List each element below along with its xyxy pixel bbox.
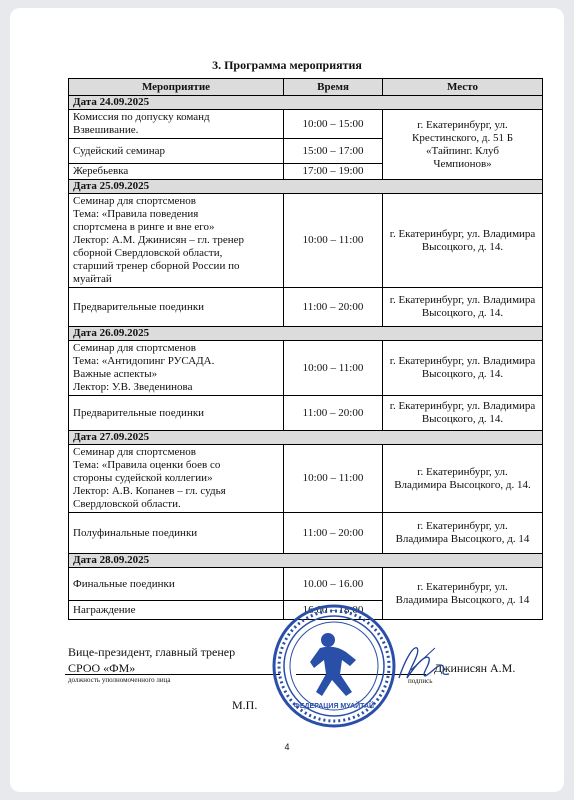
position-underline <box>65 674 280 675</box>
table-row <box>69 396 543 431</box>
program-table <box>68 78 543 620</box>
seal-mark: М.П. <box>232 698 258 712</box>
place-cell: г. Екатеринбург, ул. Владимира Высоцкого, д. 14. <box>383 445 543 513</box>
document-page <box>10 8 564 792</box>
date-row <box>69 431 543 445</box>
column-header-time: Время <box>284 79 383 96</box>
table-row <box>69 445 543 513</box>
event-cell: Награждение <box>69 601 284 620</box>
caption-position: должность уполномоченного лица <box>68 676 171 684</box>
column-header-place: Место <box>383 79 543 96</box>
event-cell: Судейский семинар <box>69 139 284 164</box>
time-cell: 10:00 – 11:00 <box>284 445 383 513</box>
time-cell: 11:00 – 20:00 <box>284 288 383 327</box>
page-number: 4 <box>284 742 290 752</box>
date-row <box>69 96 543 110</box>
table-row <box>69 568 543 601</box>
event-cell: Финальные поединки <box>69 568 284 601</box>
place-cell: г. Екатеринбург, ул. Владимира Высоцкого, д. 14. <box>383 341 543 396</box>
time-cell: 10:00 – 11:00 <box>284 341 383 396</box>
table-row <box>69 341 543 396</box>
place-cell: г. Екатеринбург, ул. Владимира Высоцкого, д. 14. <box>383 288 543 327</box>
event-cell: Комиссия по допуску команд Взвешивание. <box>69 110 284 139</box>
place-cell: г. Екатеринбург, ул. Владимира Высоцкого, д. 14. <box>383 396 543 431</box>
signer-name: Джинисян А.М. <box>434 661 516 675</box>
time-cell: 11:00 – 20:00 <box>284 396 383 431</box>
event-cell: Полуфинальные поединки <box>69 513 284 554</box>
date-cell: Дата 24.09.2025 <box>69 96 543 110</box>
stamp-text: ФЕДЕРАЦИЯ МУАЙТАЙ <box>293 703 375 710</box>
signer-position-line2: СРОО «ФМ» <box>68 661 136 675</box>
organization-stamp <box>268 600 400 732</box>
date-row <box>69 327 543 341</box>
date-cell: Дата 28.09.2025 <box>69 554 543 568</box>
table-header-row <box>69 79 543 96</box>
date-row <box>69 554 543 568</box>
date-cell: Дата 27.09.2025 <box>69 431 543 445</box>
date-row <box>69 180 543 194</box>
place-cell: г. Екатеринбург, ул. Владимира Высоцкого, д. 14 <box>383 568 543 620</box>
caption-signature: подпись <box>408 677 433 685</box>
place-cell: г. Екатеринбург, ул. Владимира Высоцкого, д. 14. <box>383 194 543 288</box>
event-cell: Семинар для спортсменов Тема: «Правила поведения спортсмена в ринге и вне его» Лектор: А.М. Джинисян – гл. тренер сборной Свердловской области, старший тренер сборной России по муайтай <box>69 194 284 288</box>
date-cell: Дата 26.09.2025 <box>69 327 543 341</box>
section-heading: 3. Программа мероприятия <box>212 58 362 72</box>
table-row <box>69 194 543 288</box>
event-cell: Предварительные поединки <box>69 288 284 327</box>
table-row <box>69 288 543 327</box>
event-cell: Жеребьевка <box>69 164 284 180</box>
event-cell: Предварительные поединки <box>69 396 284 431</box>
place-cell: г. Екатеринбург, ул. Крестинского, д. 51 Б «Тайпинг. Клуб Чемпионов» <box>383 110 543 180</box>
time-cell: 10:00 – 15:00 <box>284 110 383 139</box>
time-cell: 17:00 – 19:00 <box>284 164 383 180</box>
time-cell: 15:00 – 17:00 <box>284 139 383 164</box>
table-row <box>69 110 543 139</box>
time-cell: 11:00 – 20:00 <box>284 513 383 554</box>
table-row <box>69 513 543 554</box>
event-cell: Семинар для спортсменов Тема: «Правила оценки боев со стороны судейской коллегии» Лектор: А.В. Копанев – гл. судья Свердловской области. <box>69 445 284 513</box>
signer-position-line1: Вице-президент, главный тренер <box>68 645 236 659</box>
date-cell: Дата 25.09.2025 <box>69 180 543 194</box>
place-cell: г. Екатеринбург, ул. Владимира Высоцкого, д. 14 <box>383 513 543 554</box>
time-cell: 10.00 – 16.00 <box>284 568 383 601</box>
column-header-event: Мероприятие <box>69 79 284 96</box>
handwritten-signature <box>395 640 455 686</box>
event-cell: Семинар для спортсменов Тема: «Антидопинг РУСАДА. Важные аспекты» Лектор: У.В. Зведенинова <box>69 341 284 396</box>
time-cell: 10:00 – 11:00 <box>284 194 383 288</box>
time-cell: 16.00 – 18:00 <box>284 601 383 620</box>
